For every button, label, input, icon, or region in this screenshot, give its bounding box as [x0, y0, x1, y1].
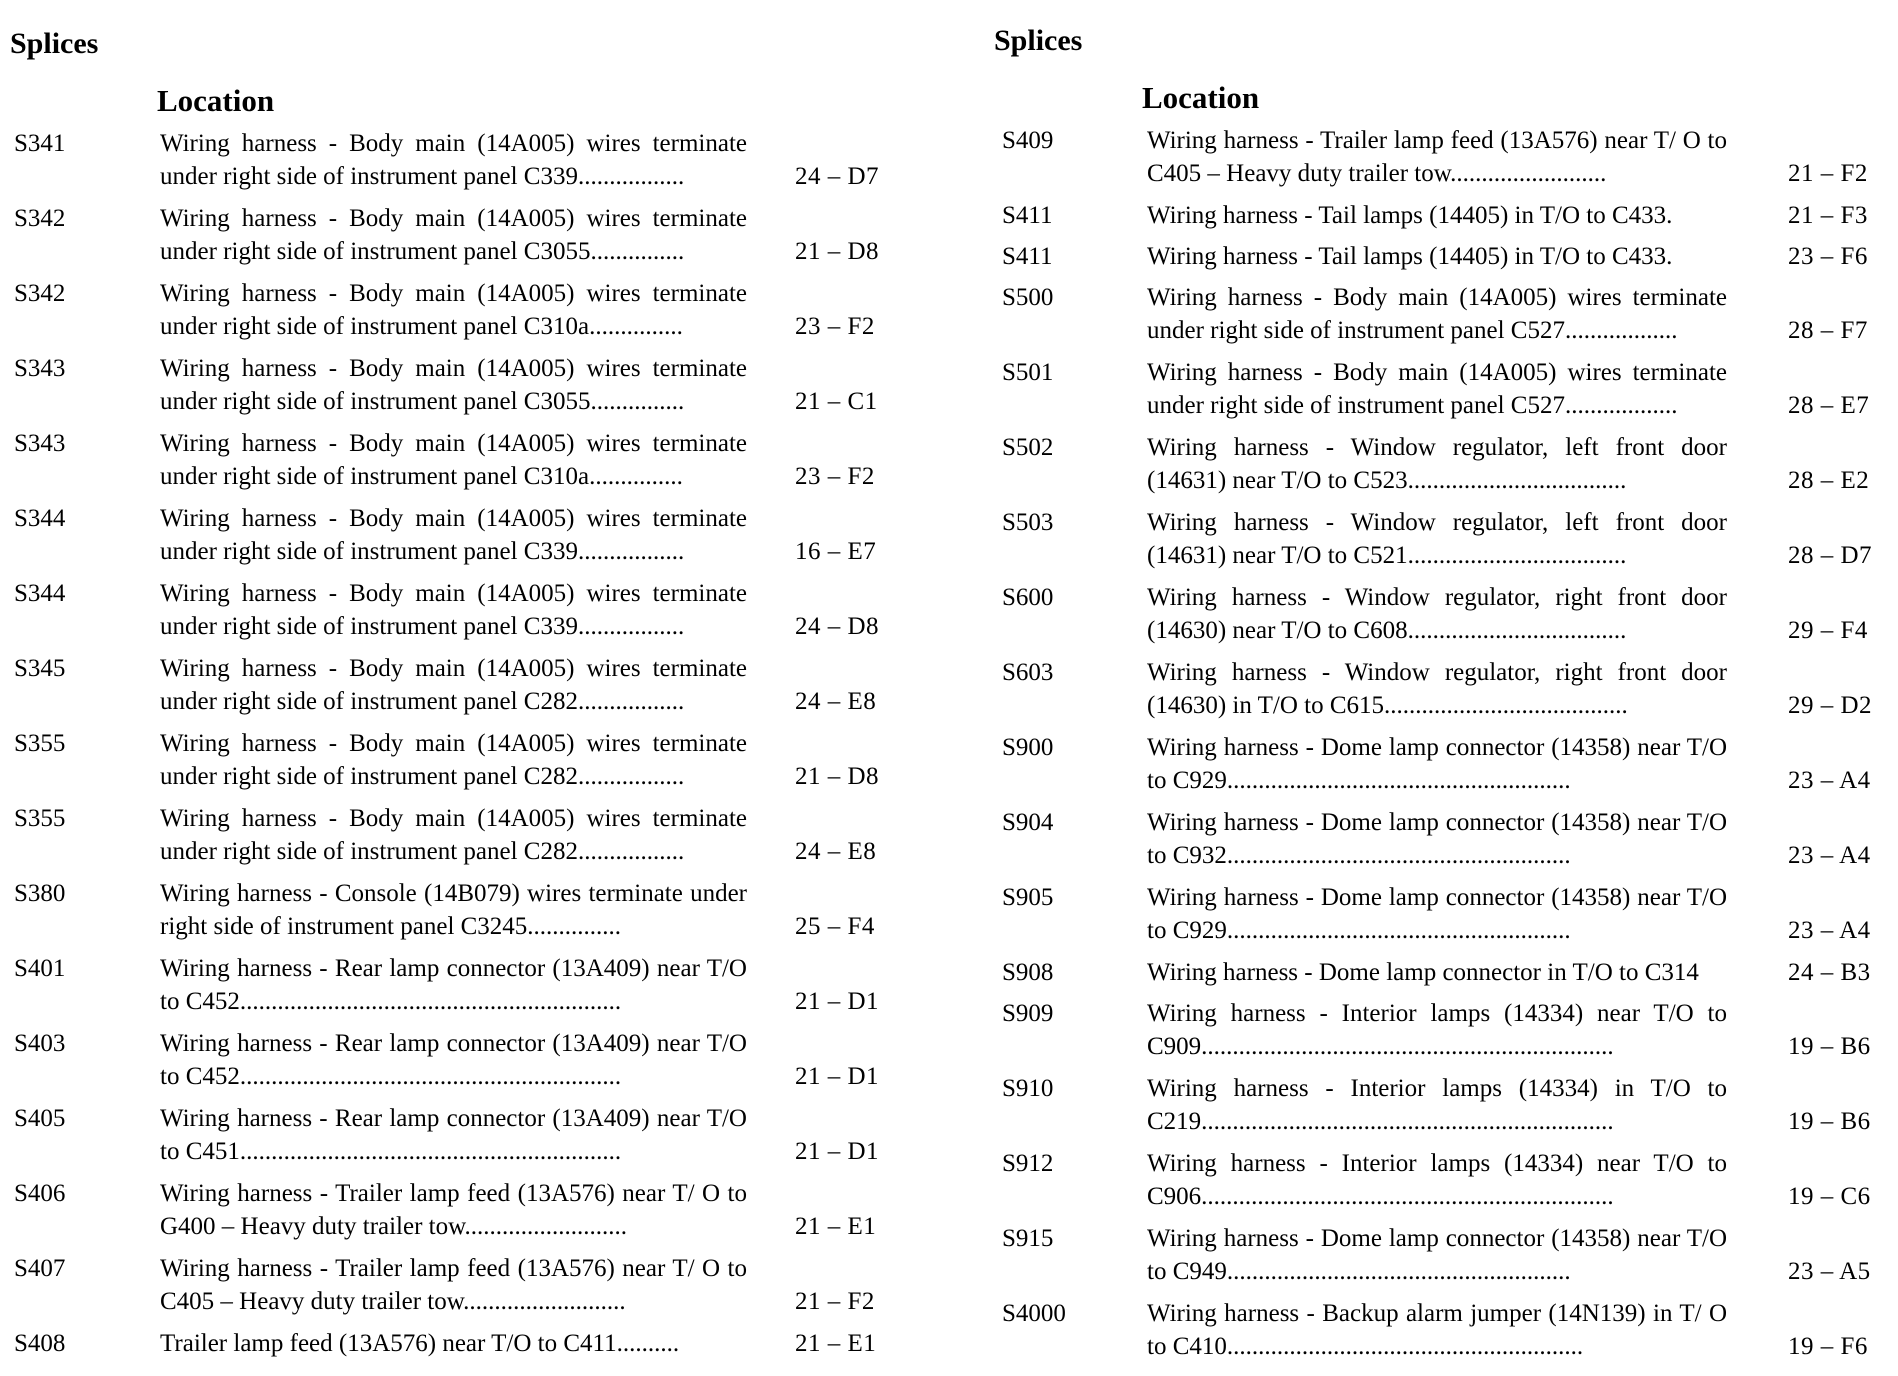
- splice-location: Wiring harness - Body main (14A005) wires terminate under right side of instrument panel C339.................: [160, 130, 747, 190]
- location-subheading: Location: [157, 83, 275, 118]
- splice-reference: 23 – A4: [1788, 917, 1871, 944]
- splice-code: S407: [14, 1255, 66, 1282]
- splice-reference: 21 – C1: [795, 388, 878, 415]
- splice-code: S501: [1002, 359, 1054, 386]
- splice-row: [994, 506, 1894, 581]
- splice-location: Wiring harness - Body main (14A005) wires terminate under right side of instrument panel C339.................: [160, 580, 747, 640]
- splice-code: S380: [14, 880, 66, 907]
- splice-location: Trailer lamp feed (13A576) near T/O to C411..........: [160, 1330, 680, 1357]
- splice-reference: 28 – E2: [1788, 467, 1870, 494]
- splice-code: S500: [1002, 284, 1054, 311]
- splice-row: [0, 802, 900, 877]
- splice-location: Wiring harness - Dome lamp connector (14358) near T/O to C929.......................................................: [1147, 884, 1727, 944]
- splice-row: [0, 127, 900, 202]
- splice-reference: 24 – D8: [795, 613, 880, 640]
- splice-location: Wiring harness - Interior lamps (14334) in T/O to C219..................................................................: [1147, 1075, 1727, 1135]
- splice-reference: 24 – D7: [795, 163, 880, 190]
- splice-reference: 28 – F7: [1788, 317, 1868, 344]
- splice-code: S408: [14, 1330, 66, 1357]
- splice-code: S355: [14, 805, 66, 832]
- splice-row: [0, 352, 900, 427]
- splice-reference: 21 – D8: [795, 763, 880, 790]
- splice-reference: 19 – B6: [1788, 1033, 1871, 1060]
- splice-code: S502: [1002, 434, 1054, 461]
- splice-row: [0, 577, 900, 652]
- splice-reference: 23 – A5: [1788, 1258, 1871, 1285]
- splice-row: [994, 1072, 1894, 1147]
- splice-reference: 19 – B6: [1788, 1108, 1871, 1135]
- splice-location: Wiring harness - Window regulator, right front door (14630) in T/O to C615.......................................: [1147, 659, 1727, 719]
- splice-location: Wiring harness - Dome lamp connector (14358) near T/O to C949.......................................................: [1147, 1225, 1727, 1285]
- splice-row: [994, 431, 1894, 506]
- location-subheading: Location: [1142, 80, 1260, 115]
- splice-location: Wiring harness - Interior lamps (14334) near T/O to C906..................................................................: [1147, 1150, 1727, 1210]
- splice-reference: 23 – F6: [1788, 243, 1868, 270]
- splice-code: S905: [1002, 884, 1054, 911]
- section-heading: Splices: [994, 24, 1083, 57]
- splice-row: [0, 952, 900, 1027]
- splice-reference: 21 – E1: [795, 1213, 877, 1240]
- splice-location: Wiring harness - Body main (14A005) wires terminate under right side of instrument panel C3055...............: [160, 205, 747, 265]
- splice-location: Wiring harness - Backup alarm jumper (14N139) in T/ O to C410.........................................................: [1147, 1300, 1727, 1360]
- splice-row: [994, 1147, 1894, 1222]
- splice-row: [994, 881, 1894, 956]
- splice-location: Wiring harness - Body main (14A005) wires terminate under right side of instrument panel C527..................: [1147, 359, 1727, 419]
- splice-code: S341: [14, 130, 66, 157]
- splice-row: [994, 581, 1894, 656]
- splice-row: [0, 502, 900, 577]
- splice-row: [994, 656, 1894, 731]
- splice-row: [994, 1297, 1894, 1372]
- splice-reference: 24 – B3: [1788, 959, 1871, 986]
- splice-location: Wiring harness - Console (14B079) wires terminate under right side of instrument panel C3245...............: [160, 880, 747, 940]
- splice-code: S405: [14, 1105, 66, 1132]
- splice-reference: 23 – A4: [1788, 842, 1871, 869]
- splice-row: [0, 727, 900, 802]
- section-heading: Splices: [10, 27, 99, 60]
- splice-list: [0, 127, 900, 1368]
- splice-row: [0, 1327, 900, 1368]
- splice-code: S342: [14, 280, 66, 307]
- splice-row: [0, 1027, 900, 1102]
- splice-code: S908: [1002, 959, 1054, 986]
- splice-location: Wiring harness - Body main (14A005) wires terminate under right side of instrument panel C527..................: [1147, 284, 1727, 344]
- splice-location: Wiring harness - Window regulator, right front door (14630) near T/O to C608...................................: [1147, 584, 1727, 644]
- splice-row: [0, 427, 900, 502]
- splice-code: S904: [1002, 809, 1054, 836]
- splice-location: Wiring harness - Body main (14A005) wires terminate under right side of instrument panel C282.................: [160, 655, 747, 715]
- splice-reference: 21 – D8: [795, 238, 880, 265]
- splice-code: S343: [14, 430, 66, 457]
- splice-row: [994, 1222, 1894, 1297]
- splice-location: Wiring harness - Trailer lamp feed (13A576) near T/ O to G400 – Heavy duty trailer tow..........................: [160, 1180, 747, 1240]
- splice-reference: 29 – D2: [1788, 692, 1873, 719]
- splice-location: Wiring harness - Dome lamp connector in T/O to C314: [1147, 959, 1699, 986]
- splice-reference: 19 – F6: [1788, 1333, 1868, 1360]
- splice-reference: 25 – F4: [795, 913, 875, 940]
- splice-reference: 21 – D1: [795, 1063, 880, 1090]
- splice-row: [994, 199, 1894, 240]
- splice-row: [994, 731, 1894, 806]
- splice-row: [0, 877, 900, 952]
- splice-location: Wiring harness - Dome lamp connector (14358) near T/O to C929.......................................................: [1147, 734, 1727, 794]
- splice-location: Wiring harness - Body main (14A005) wires terminate under right side of instrument panel C282.................: [160, 730, 747, 790]
- splice-row: [0, 277, 900, 352]
- splice-code: S403: [14, 1030, 66, 1057]
- splice-reference: 19 – C6: [1788, 1183, 1871, 1210]
- splice-reference: 16 – E7: [795, 538, 877, 565]
- splice-reference: 21 – D1: [795, 988, 880, 1015]
- splice-row: [994, 240, 1894, 281]
- splice-row: [994, 806, 1894, 881]
- splice-location: Wiring harness - Trailer lamp feed (13A576) near T/ O to C405 – Heavy duty trailer tow..........................: [160, 1255, 747, 1315]
- splice-location: Wiring harness - Window regulator, left front door (14631) near T/O to C521...................................: [1147, 509, 1727, 569]
- splice-reference: 21 – F2: [795, 1288, 875, 1315]
- splice-location: Wiring harness - Tail lamps (14405) in T/O to C433.: [1147, 243, 1673, 270]
- splice-row: [994, 997, 1894, 1072]
- splice-code: S345: [14, 655, 66, 682]
- splice-reference: 24 – E8: [795, 838, 877, 865]
- splice-location: Wiring harness - Window regulator, left front door (14631) near T/O to C523...................................: [1147, 434, 1727, 494]
- splice-row: [0, 652, 900, 727]
- splice-code: S503: [1002, 509, 1054, 536]
- splice-reference: 21 – F2: [1788, 160, 1868, 187]
- splice-list: [994, 124, 1894, 1372]
- splice-location: Wiring harness - Rear lamp connector (13A409) near T/O to C452.............................................................: [160, 955, 747, 1015]
- splice-code: S342: [14, 205, 66, 232]
- splice-row: [994, 281, 1894, 356]
- splice-reference: 21 – E1: [795, 1330, 877, 1357]
- splice-code: S406: [14, 1180, 66, 1207]
- splice-location: Wiring harness - Body main (14A005) wires terminate under right side of instrument panel C339.................: [160, 505, 747, 565]
- splice-location: Wiring harness - Body main (14A005) wires terminate under right side of instrument panel C3055...............: [160, 355, 747, 415]
- splice-code: S409: [1002, 127, 1054, 154]
- splice-code: S401: [14, 955, 66, 982]
- splice-code: S344: [14, 580, 66, 607]
- splice-row: [994, 124, 1894, 199]
- splice-row: [0, 1102, 900, 1177]
- splice-reference: 23 – A4: [1788, 767, 1871, 794]
- splice-code: S344: [14, 505, 66, 532]
- splice-code: S603: [1002, 659, 1054, 686]
- splice-reference: 23 – F2: [795, 313, 875, 340]
- splice-location: Wiring harness - Dome lamp connector (14358) near T/O to C932.......................................................: [1147, 809, 1727, 869]
- splice-code: S912: [1002, 1150, 1054, 1177]
- splice-location: Wiring harness - Body main (14A005) wires terminate under right side of instrument panel C310a...............: [160, 280, 747, 340]
- splice-code: S900: [1002, 734, 1054, 761]
- splice-reference: 21 – D1: [795, 1138, 880, 1165]
- splice-location: Wiring harness - Tail lamps (14405) in T/O to C433.: [1147, 202, 1673, 229]
- splice-location: Wiring harness - Interior lamps (14334) near T/O to C909..................................................................: [1147, 1000, 1727, 1060]
- splice-code: S411: [1002, 202, 1053, 229]
- splice-location: Wiring harness - Body main (14A005) wires terminate under right side of instrument panel C310a...............: [160, 430, 747, 490]
- splice-code: S910: [1002, 1075, 1054, 1102]
- splice-row: [994, 956, 1894, 997]
- splice-location: Wiring harness - Rear lamp connector (13A409) near T/O to C452.............................................................: [160, 1030, 747, 1090]
- splice-location: Wiring harness - Trailer lamp feed (13A576) near T/ O to C405 – Heavy duty trailer tow.........................: [1147, 127, 1727, 187]
- splice-row: [994, 356, 1894, 431]
- splice-row: [0, 202, 900, 277]
- splice-code: S355: [14, 730, 66, 757]
- splice-reference: 29 – F4: [1788, 617, 1868, 644]
- splice-reference: 28 – E7: [1788, 392, 1870, 419]
- splice-location: Wiring harness - Rear lamp connector (13A409) near T/O to C451.............................................................: [160, 1105, 747, 1165]
- splice-code: S600: [1002, 584, 1054, 611]
- splice-code: S909: [1002, 1000, 1054, 1027]
- splice-location: Wiring harness - Body main (14A005) wires terminate under right side of instrument panel C282.................: [160, 805, 747, 865]
- splice-row: [0, 1177, 900, 1252]
- splice-code: S915: [1002, 1225, 1054, 1252]
- splice-reference: 24 – E8: [795, 688, 877, 715]
- splice-code: S411: [1002, 243, 1053, 270]
- splice-reference: 28 – D7: [1788, 542, 1873, 569]
- splice-code: S343: [14, 355, 66, 382]
- splice-reference: 21 – F3: [1788, 202, 1868, 229]
- splice-code: S4000: [1002, 1300, 1066, 1327]
- splice-reference: 23 – F2: [795, 463, 875, 490]
- splice-row: [0, 1252, 900, 1327]
